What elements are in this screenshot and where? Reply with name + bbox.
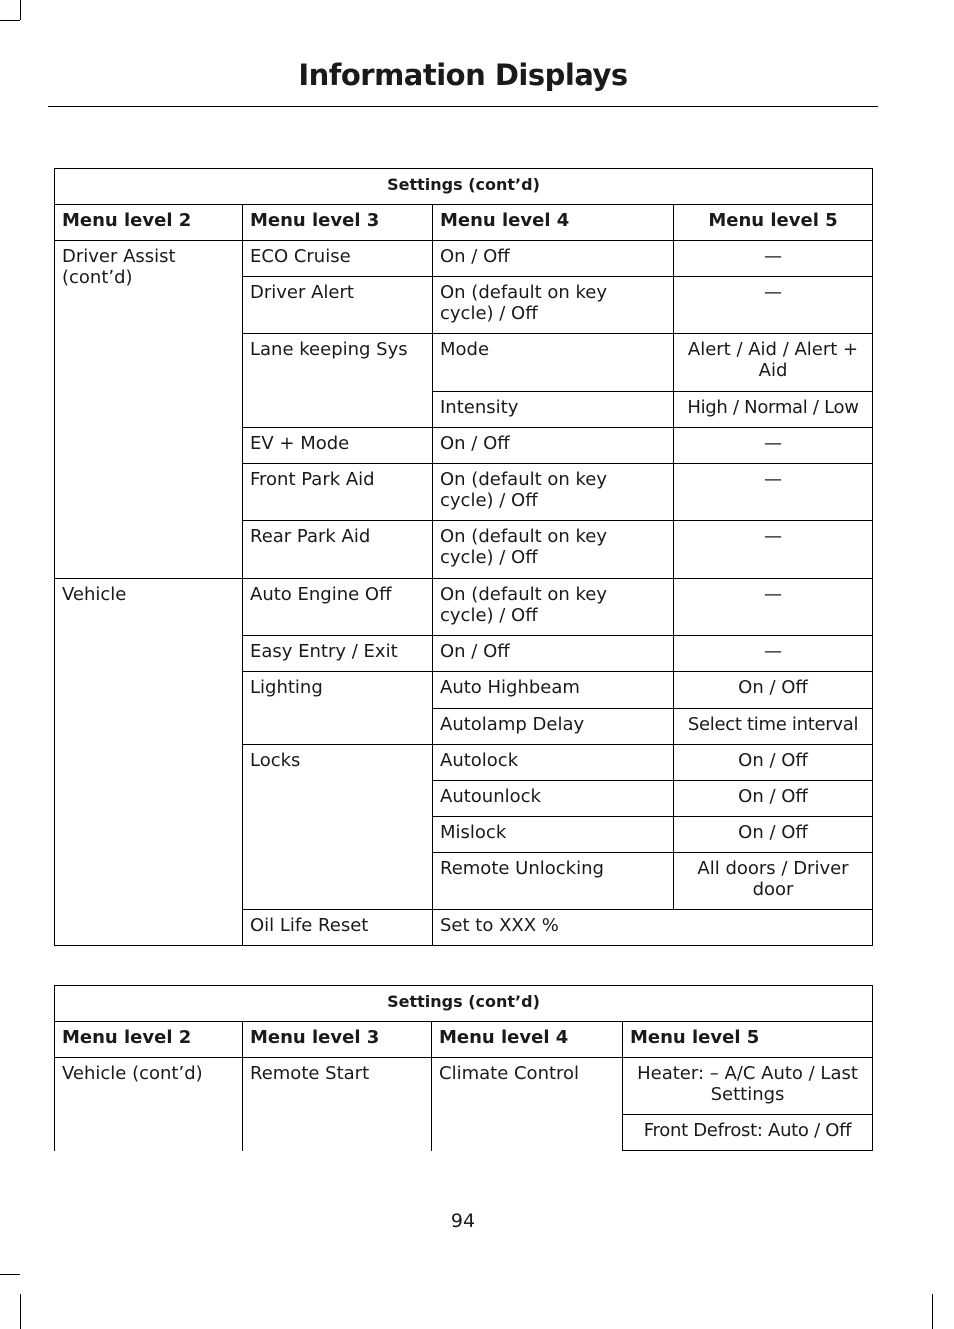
level5-cell: —: [674, 277, 873, 334]
table-caption-row: [55, 986, 873, 1022]
column-header: Menu level 3: [243, 205, 433, 241]
level4-cell: On (default on key cycle) / Off: [433, 579, 674, 636]
level3-cell: Driver Alert: [243, 277, 433, 334]
level5-cell: On / Off: [674, 672, 873, 709]
level3-cell: Locks: [243, 745, 433, 910]
level3-cell: Oil Life Reset: [243, 910, 433, 946]
column-header: Menu level 5: [674, 205, 873, 241]
level5-cell: —: [674, 521, 873, 579]
column-header: Menu level 4: [432, 1022, 623, 1058]
crop-mark: [0, 1274, 20, 1275]
level5-cell: On / Off: [674, 745, 873, 781]
level5-cell: All doors / Driver door: [674, 853, 873, 910]
level4-cell: Mislock: [433, 817, 674, 853]
level4-cell: On / Off: [433, 428, 674, 464]
table-header-row: [55, 1022, 873, 1058]
column-header: Menu level 2: [55, 205, 243, 241]
level4-cell: Remote Unlocking: [433, 853, 674, 910]
settings-table: [54, 985, 873, 1151]
level4-cell: Autolock: [433, 745, 674, 781]
level2-cell: Vehicle: [55, 579, 243, 946]
level2-cell: Vehicle (cont’d): [55, 1058, 243, 1151]
table-row: [55, 241, 873, 277]
title-rule: [48, 106, 878, 107]
level3-cell: Remote Start: [243, 1058, 432, 1151]
level4-cell: Mode: [433, 334, 674, 392]
column-header: Menu level 3: [243, 1022, 432, 1058]
level4-cell: Intensity: [433, 392, 674, 428]
level5-cell: —: [674, 464, 873, 521]
level4-cell: Autounlock: [433, 781, 674, 817]
table-row: [55, 1058, 873, 1115]
level3-cell: Auto Engine Off: [243, 579, 433, 636]
table-caption-row: [55, 169, 873, 205]
table-row: [55, 579, 873, 636]
table-caption: Settings (cont’d): [55, 169, 873, 205]
level4-cell: Set to XXX %: [433, 910, 873, 946]
level5-cell: Alert / Aid / Alert + Aid: [674, 334, 873, 392]
level5-cell: Front Defrost: Auto / Off: [623, 1115, 873, 1151]
level4-cell: Auto Highbeam: [433, 672, 674, 709]
column-header: Menu level 4: [433, 205, 674, 241]
level3-cell: Easy Entry / Exit: [243, 636, 433, 672]
level5-cell: High / Normal / Low: [674, 392, 873, 428]
column-header: Menu level 5: [623, 1022, 873, 1058]
level3-cell: Lane keeping Sys: [243, 334, 433, 428]
level5-cell: Heater: – A/C Auto / Last Settings: [623, 1058, 873, 1115]
level4-cell: On / Off: [433, 241, 674, 277]
level4-cell: On / Off: [433, 636, 674, 672]
page-title: Information Displays: [298, 58, 628, 92]
table-caption: Settings (cont’d): [55, 986, 873, 1022]
level5-cell: —: [674, 579, 873, 636]
level3-cell: ECO Cruise: [243, 241, 433, 277]
level3-cell: Lighting: [243, 672, 433, 745]
level4-cell: On (default on key cycle) / Off: [433, 277, 674, 334]
level3-cell: Rear Park Aid: [243, 521, 433, 579]
level3-cell: Front Park Aid: [243, 464, 433, 521]
crop-mark: [20, 0, 21, 20]
table-header-row: [55, 205, 873, 241]
crop-mark: [20, 1294, 21, 1329]
settings-table: [54, 168, 873, 946]
crop-mark: [932, 1294, 933, 1329]
level5-cell: —: [674, 636, 873, 672]
page-number: 94: [450, 1210, 476, 1232]
level2-cell: Driver Assist (cont’d): [55, 241, 243, 579]
level4-cell: Autolamp Delay: [433, 709, 674, 745]
level4-cell: On (default on key cycle) / Off: [433, 521, 674, 579]
level5-cell: Select time interval: [674, 709, 873, 745]
level5-cell: —: [674, 241, 873, 277]
level5-cell: On / Off: [674, 817, 873, 853]
column-header: Menu level 2: [55, 1022, 243, 1058]
level4-cell: Climate Control: [432, 1058, 623, 1151]
level3-cell: EV + Mode: [243, 428, 433, 464]
level4-cell: On (default on key cycle) / Off: [433, 464, 674, 521]
level5-cell: —: [674, 428, 873, 464]
level5-cell: On / Off: [674, 781, 873, 817]
crop-mark: [0, 20, 20, 21]
